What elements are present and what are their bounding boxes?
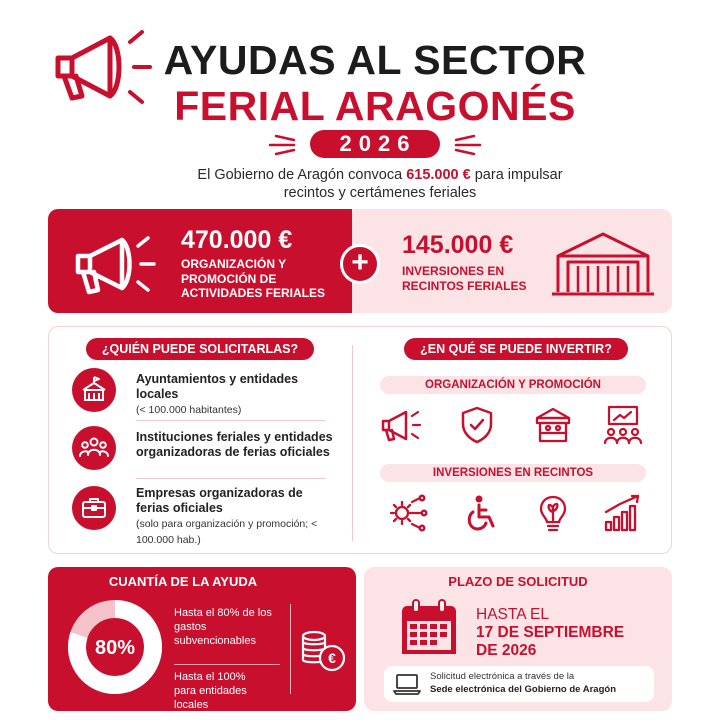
org-promotion-label: ORGANIZACIÓN Y PROMOCIÓN [380, 376, 646, 394]
e-office-note-line2: Sede electrónica del Gobierno de Aragón [430, 684, 616, 695]
people-group-icon [72, 426, 116, 470]
page-title-line1: AYUDAS AL SECTOR [163, 37, 587, 83]
eco-lightbulb-icon [530, 490, 576, 536]
e-office-note-line1: Solicitud electrónica a través de la [430, 671, 575, 682]
budget-organization-amount: 470.000 € [181, 226, 293, 254]
year-banner [250, 130, 500, 160]
subtitle-amount: 615.000 € [406, 167, 471, 183]
accessibility-icon [458, 490, 504, 536]
stand-icon [530, 402, 576, 448]
who-item-label: Instituciones feriales y entidades organizadoras de ferias oficiales [136, 430, 333, 459]
who-item-local-entities [136, 372, 336, 418]
town-hall-icon [72, 368, 116, 412]
deadline-line1: HASTA EL [476, 606, 549, 623]
list-divider [136, 420, 326, 421]
donut-label: 80% [94, 637, 136, 659]
plus-icon: + [340, 244, 380, 284]
amount-line-general: Hasta el 80% de los gastos subvencionables [174, 607, 272, 647]
decorative-lines-icon [260, 134, 300, 156]
growth-chart-icon [600, 490, 646, 536]
amount-divider [174, 664, 280, 665]
budget-investment-amount: 145.000 € [402, 231, 514, 259]
svg-text:€: € [328, 650, 336, 666]
subtitle-line2: recintos y certámenes feriales [283, 185, 477, 201]
calendar-icon [398, 597, 460, 659]
amount-vertical-divider [290, 604, 291, 694]
budget-organization-desc: ORGANIZACIÓN Y PROMOCIÓN DE ACTIVIDADES FERIALES [181, 257, 326, 300]
who-item-label: Ayuntamientos y entidades locales [136, 372, 299, 401]
investment-label: INVERSIONES EN RECINTOS [380, 464, 646, 482]
page-title-line2: FERIAL ARAGONÉS [174, 83, 576, 129]
deadline-date: 17 DE SEPTIEMBRE [476, 624, 625, 641]
deadline-year: DE 2026 [476, 642, 537, 659]
amount-line-local-bold: Hasta el 100% [174, 671, 246, 683]
section-divider [352, 345, 353, 541]
subtitle-line1 [100, 166, 660, 184]
who-item-label: Empresas organizadoras de ferias oficiales [136, 486, 303, 515]
who-item-organizing-companies [136, 486, 336, 548]
megaphone-icon [72, 228, 162, 298]
who-item-note: (< 100.000 habitantes) [136, 404, 242, 416]
exhibition-building-icon [548, 226, 658, 298]
list-divider [136, 478, 326, 479]
amount-line-local [174, 670, 284, 712]
deadline-title: PLAZO DE SOLICITUD [448, 574, 588, 589]
who-section-title: ¿QUIÉN PUEDE SOLICITARLAS? [86, 338, 314, 360]
euro-coins-icon [298, 626, 348, 674]
laptop-icon [392, 672, 422, 696]
presentation-icon [600, 402, 646, 448]
shield-check-icon [454, 402, 500, 448]
subtitle-prefix: El Gobierno de Aragón convoca [197, 167, 403, 183]
what-section-title: ¿EN QUÉ SE PUEDE INVERTIR? [404, 338, 628, 360]
budget-investment-desc: INVERSIONES EN RECINTOS FERIALES [402, 264, 527, 293]
subtitle-suffix: para impulsar [474, 167, 563, 183]
year-badge: 2026 [310, 130, 440, 158]
who-item-fair-institutions [136, 430, 336, 460]
decorative-lines-icon [450, 134, 490, 156]
briefcase-icon [72, 486, 116, 530]
percentage-donut [66, 598, 164, 696]
amount-title: CUANTÍA DE LA AYUDA [108, 574, 258, 589]
gears-network-icon [384, 490, 430, 536]
who-item-note: (solo para organización y promoción; < 100.000 hab.) [136, 518, 318, 546]
amount-line-local-rest: para entidades locales [174, 685, 247, 711]
megaphone-icon [378, 402, 424, 448]
